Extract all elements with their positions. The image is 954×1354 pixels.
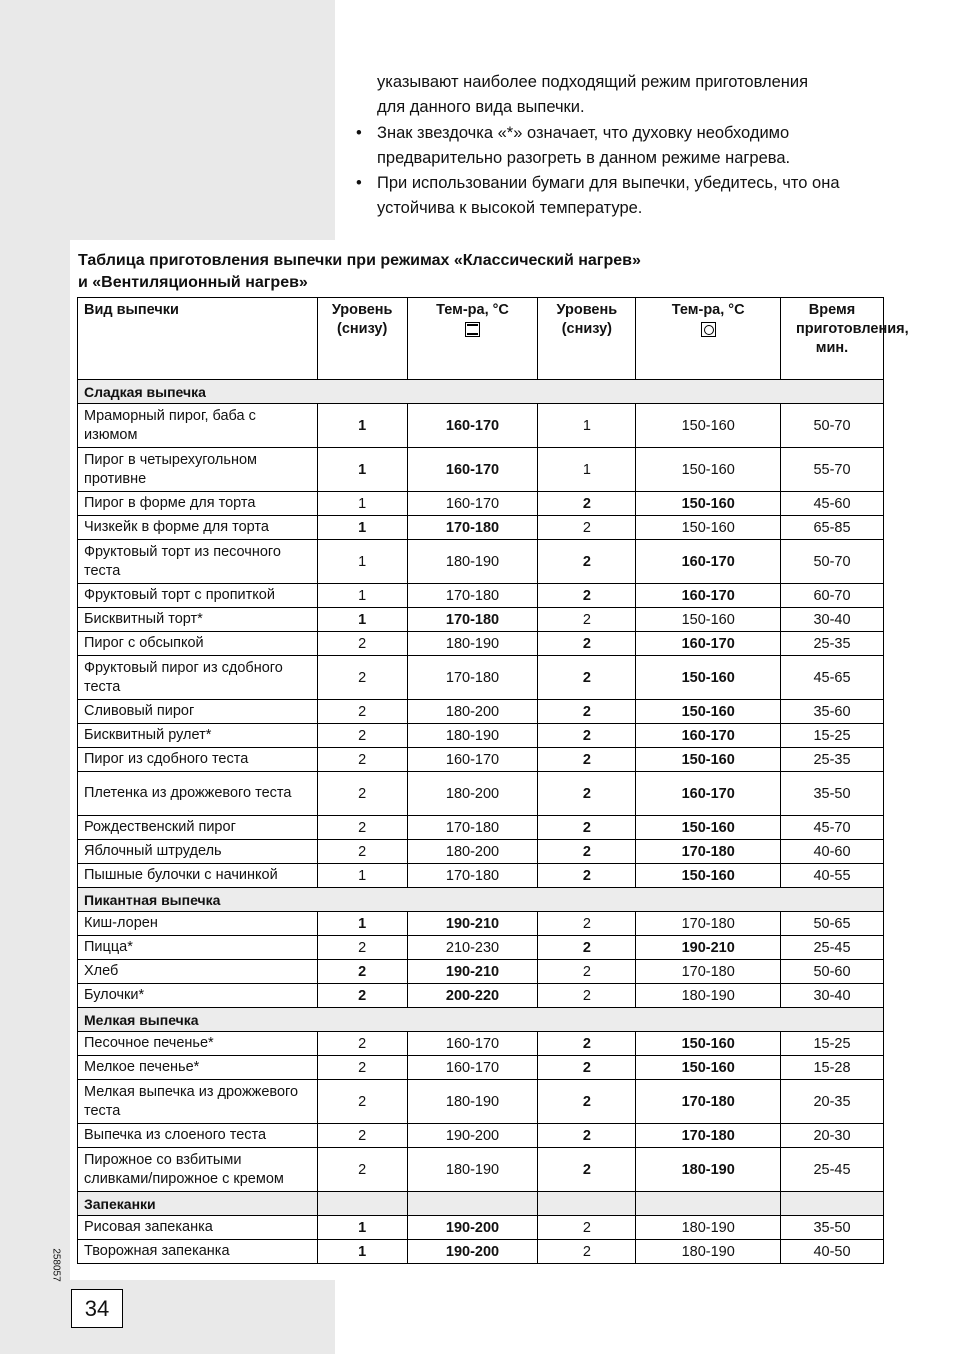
table-row bbox=[78, 1240, 884, 1264]
cell-type: Мраморный пирог, баба с изюмом bbox=[78, 404, 318, 448]
cell-temp-fan: 150-160 bbox=[636, 448, 781, 492]
table-row bbox=[78, 632, 884, 656]
section-row-savory bbox=[78, 888, 884, 912]
cell-level-classic: 2 bbox=[317, 748, 407, 772]
cell-type: Пирожное со взбитыми сливками/пирожное с кремом bbox=[78, 1148, 318, 1192]
section-row-small bbox=[78, 1008, 884, 1032]
cell-type: Рождественский пирог bbox=[78, 816, 318, 840]
cell-temp-fan: 150-160 bbox=[636, 404, 781, 448]
table-row bbox=[78, 1124, 884, 1148]
table-row bbox=[78, 960, 884, 984]
section-title: Пикантная выпечка bbox=[78, 888, 884, 912]
cell-temp-classic: 180-190 bbox=[407, 632, 538, 656]
cell-time: 35-50 bbox=[781, 1216, 884, 1240]
cell-time: 50-70 bbox=[781, 540, 884, 584]
cell-level-classic: 1 bbox=[317, 912, 407, 936]
cell-temp-classic: 190-200 bbox=[407, 1124, 538, 1148]
cell-type: Фруктовый торт с пропиткой bbox=[78, 584, 318, 608]
cell-type: Фруктовый торт из песочного теста bbox=[78, 540, 318, 584]
cell-temp-fan: 150-160 bbox=[636, 492, 781, 516]
cell-type: Бисквитный рулет* bbox=[78, 724, 318, 748]
cell-temp-fan: 150-160 bbox=[636, 656, 781, 700]
cell-temp-classic: 190-200 bbox=[407, 1240, 538, 1264]
cell-type: Сливовый пирог bbox=[78, 700, 318, 724]
table-title bbox=[78, 250, 641, 294]
cell-time: 40-55 bbox=[781, 864, 884, 888]
cell-temp-fan: 150-160 bbox=[636, 864, 781, 888]
cell-level-classic: 1 bbox=[317, 584, 407, 608]
cell-type: Фруктовый пирог из сдобного теста bbox=[78, 656, 318, 700]
header-time: Время приготовления, мин. bbox=[781, 298, 884, 380]
cell-temp-classic: 160-170 bbox=[407, 448, 538, 492]
cell-level-classic: 1 bbox=[317, 540, 407, 584]
cell-level-classic: 1 bbox=[317, 1240, 407, 1264]
table-row bbox=[78, 864, 884, 888]
cell-level-fan: 2 bbox=[538, 1240, 636, 1264]
cell-time: 45-60 bbox=[781, 492, 884, 516]
table-row bbox=[78, 492, 884, 516]
cell-temp-fan: 160-170 bbox=[636, 772, 781, 816]
cell-type: Песочное печенье* bbox=[78, 1032, 318, 1056]
cell-level-classic: 2 bbox=[317, 816, 407, 840]
section-empty-cell bbox=[538, 1192, 636, 1216]
cell-temp-classic: 180-200 bbox=[407, 840, 538, 864]
cell-temp-classic: 180-190 bbox=[407, 540, 538, 584]
cell-temp-classic: 160-170 bbox=[407, 404, 538, 448]
cell-level-fan: 2 bbox=[538, 1080, 636, 1124]
cell-temp-classic: 180-190 bbox=[407, 724, 538, 748]
cell-level-fan: 2 bbox=[538, 656, 636, 700]
cell-time: 45-70 bbox=[781, 816, 884, 840]
cell-temp-classic: 170-180 bbox=[407, 864, 538, 888]
cell-temp-fan: 170-180 bbox=[636, 1124, 781, 1148]
cell-level-fan: 2 bbox=[538, 984, 636, 1008]
table-row bbox=[78, 404, 884, 448]
cell-time: 50-65 bbox=[781, 912, 884, 936]
cell-type: Пирог в форме для торта bbox=[78, 492, 318, 516]
section-row-casseroles bbox=[78, 1192, 884, 1216]
section-title: Сладкая выпечка bbox=[78, 380, 884, 404]
cell-level-fan: 2 bbox=[538, 1124, 636, 1148]
table-row bbox=[78, 516, 884, 540]
section-title: Мелкая выпечка bbox=[78, 1008, 884, 1032]
cell-time: 20-35 bbox=[781, 1080, 884, 1124]
section-empty-cell bbox=[317, 1192, 407, 1216]
cell-type: Пирог в четырехугольном противне bbox=[78, 448, 318, 492]
cell-type: Бисквитный торт* bbox=[78, 608, 318, 632]
cell-level-classic: 2 bbox=[317, 840, 407, 864]
cell-temp-classic: 170-180 bbox=[407, 816, 538, 840]
table-row bbox=[78, 608, 884, 632]
cell-level-classic: 1 bbox=[317, 608, 407, 632]
section-empty-cell bbox=[407, 1192, 538, 1216]
cell-level-fan: 2 bbox=[538, 1056, 636, 1080]
cell-time: 15-28 bbox=[781, 1056, 884, 1080]
cell-time: 40-60 bbox=[781, 840, 884, 864]
table-row bbox=[78, 748, 884, 772]
cell-level-classic: 2 bbox=[317, 656, 407, 700]
cell-time: 35-60 bbox=[781, 700, 884, 724]
conventional-heat-icon bbox=[465, 322, 480, 337]
page-number: 34 bbox=[71, 1289, 123, 1328]
cell-temp-fan: 160-170 bbox=[636, 724, 781, 748]
cell-level-classic: 2 bbox=[317, 1148, 407, 1192]
cell-temp-classic: 160-170 bbox=[407, 1032, 538, 1056]
cell-type: Мелкая выпечка из дрожжевого теста bbox=[78, 1080, 318, 1124]
cell-time: 25-45 bbox=[781, 1148, 884, 1192]
cell-level-fan: 2 bbox=[538, 492, 636, 516]
cell-type: Чизкейк в форме для торта bbox=[78, 516, 318, 540]
table-row bbox=[78, 1056, 884, 1080]
cell-level-fan: 2 bbox=[538, 540, 636, 584]
table-row bbox=[78, 448, 884, 492]
intro-line-2: для данного вида выпечки. bbox=[377, 98, 585, 117]
cell-level-fan: 2 bbox=[538, 584, 636, 608]
cell-level-fan: 2 bbox=[538, 912, 636, 936]
table-row bbox=[78, 1080, 884, 1124]
bullet-paper: • При использовании бумаги для выпечки, убедитесь, что она устойчива к высокой температуре. bbox=[356, 174, 840, 218]
cell-time: 55-70 bbox=[781, 448, 884, 492]
cell-temp-classic: 160-170 bbox=[407, 492, 538, 516]
cell-level-fan: 2 bbox=[538, 936, 636, 960]
table-row bbox=[78, 984, 884, 1008]
cell-type: Плетенка из дрожжевого теста bbox=[78, 772, 318, 816]
cell-temp-classic: 170-180 bbox=[407, 516, 538, 540]
cell-type: Яблочный штрудель bbox=[78, 840, 318, 864]
cell-level-fan: 2 bbox=[538, 1148, 636, 1192]
cell-type: Киш-лорен bbox=[78, 912, 318, 936]
header-temp-classic: Тем-ра, °C bbox=[407, 298, 538, 380]
cell-time: 45-65 bbox=[781, 656, 884, 700]
cell-level-classic: 1 bbox=[317, 1216, 407, 1240]
table-row bbox=[78, 724, 884, 748]
cell-level-classic: 2 bbox=[317, 700, 407, 724]
cell-temp-classic: 170-180 bbox=[407, 656, 538, 700]
cell-time: 15-25 bbox=[781, 1032, 884, 1056]
cell-time: 25-45 bbox=[781, 936, 884, 960]
cell-type: Пицца* bbox=[78, 936, 318, 960]
cell-level-fan: 2 bbox=[538, 1216, 636, 1240]
cell-time: 35-50 bbox=[781, 772, 884, 816]
cell-level-fan: 2 bbox=[538, 816, 636, 840]
bullet-text: Знак звездочка «*» означает, что духовку необходимо предварительно разогреть в данном режиме нагрева. bbox=[377, 123, 791, 167]
cell-temp-classic: 180-190 bbox=[407, 1080, 538, 1124]
cell-type: Пирог из сдобного теста bbox=[78, 748, 318, 772]
table-row bbox=[78, 656, 884, 700]
cell-level-fan: 2 bbox=[538, 1032, 636, 1056]
cell-time: 65-85 bbox=[781, 516, 884, 540]
table-row bbox=[78, 816, 884, 840]
cell-temp-fan: 180-190 bbox=[636, 984, 781, 1008]
cell-temp-classic: 180-190 bbox=[407, 1148, 538, 1192]
cell-level-classic: 2 bbox=[317, 724, 407, 748]
cell-type: Творожная запеканка bbox=[78, 1240, 318, 1264]
document-code: 258057 bbox=[50, 1248, 62, 1282]
cell-temp-fan: 160-170 bbox=[636, 584, 781, 608]
cell-temp-classic: 180-200 bbox=[407, 700, 538, 724]
cell-type: Мелкое печенье* bbox=[78, 1056, 318, 1080]
cell-temp-fan: 170-180 bbox=[636, 840, 781, 864]
cell-temp-fan: 150-160 bbox=[636, 748, 781, 772]
table-row bbox=[78, 584, 884, 608]
cell-temp-classic: 190-210 bbox=[407, 960, 538, 984]
fan-heat-icon bbox=[701, 322, 716, 337]
cell-level-fan: 2 bbox=[538, 516, 636, 540]
cell-temp-fan: 190-210 bbox=[636, 936, 781, 960]
bullet-text: При использовании бумаги для выпечки, убедитесь, что она устойчива к высокой температуре. bbox=[377, 174, 840, 218]
section-title: Запеканки bbox=[78, 1192, 318, 1216]
cell-level-classic: 2 bbox=[317, 1124, 407, 1148]
cell-level-classic: 1 bbox=[317, 448, 407, 492]
cell-level-classic: 1 bbox=[317, 516, 407, 540]
cell-temp-classic: 180-200 bbox=[407, 772, 538, 816]
cell-temp-fan: 150-160 bbox=[636, 1032, 781, 1056]
cell-type: Хлеб bbox=[78, 960, 318, 984]
cell-level-fan: 2 bbox=[538, 772, 636, 816]
cell-time: 15-25 bbox=[781, 724, 884, 748]
table-row bbox=[78, 772, 884, 816]
section-row-sweet bbox=[78, 380, 884, 404]
header-level-fan: Уровень (снизу) bbox=[538, 298, 636, 380]
cell-time: 60-70 bbox=[781, 584, 884, 608]
cell-level-fan: 2 bbox=[538, 960, 636, 984]
cell-time: 50-70 bbox=[781, 404, 884, 448]
cell-temp-fan: 180-190 bbox=[636, 1216, 781, 1240]
table-row bbox=[78, 912, 884, 936]
cell-level-fan: 2 bbox=[538, 840, 636, 864]
cell-temp-classic: 160-170 bbox=[407, 1056, 538, 1080]
intro-line-1: указывают наиболее подходящий режим приготовления bbox=[377, 73, 809, 91]
table-row bbox=[78, 1148, 884, 1192]
cell-type: Булочки* bbox=[78, 984, 318, 1008]
cell-level-fan: 2 bbox=[538, 632, 636, 656]
cell-level-classic: 1 bbox=[317, 492, 407, 516]
table-row bbox=[78, 700, 884, 724]
cell-temp-fan: 180-190 bbox=[636, 1240, 781, 1264]
cell-type: Выпечка из слоеного теста bbox=[78, 1124, 318, 1148]
cell-temp-fan: 170-180 bbox=[636, 960, 781, 984]
header-level-classic: Уровень (снизу) bbox=[317, 298, 407, 380]
section-empty-cell bbox=[636, 1192, 781, 1216]
cell-temp-fan: 170-180 bbox=[636, 912, 781, 936]
header-type: Вид выпечки bbox=[78, 298, 318, 380]
cell-level-classic: 2 bbox=[317, 632, 407, 656]
cell-time: 25-35 bbox=[781, 748, 884, 772]
table-row bbox=[78, 540, 884, 584]
cell-level-classic: 2 bbox=[317, 960, 407, 984]
cell-level-classic: 2 bbox=[317, 936, 407, 960]
cell-temp-fan: 180-190 bbox=[636, 1148, 781, 1192]
cell-level-classic: 1 bbox=[317, 864, 407, 888]
cell-level-classic: 2 bbox=[317, 1080, 407, 1124]
cell-temp-classic: 210-230 bbox=[407, 936, 538, 960]
cell-level-classic: 1 bbox=[317, 404, 407, 448]
cell-temp-fan: 150-160 bbox=[636, 700, 781, 724]
cell-level-fan: 1 bbox=[538, 448, 636, 492]
cell-temp-classic: 170-180 bbox=[407, 608, 538, 632]
table-row bbox=[78, 936, 884, 960]
cell-level-classic: 2 bbox=[317, 1032, 407, 1056]
cell-level-fan: 2 bbox=[538, 608, 636, 632]
cell-temp-fan: 150-160 bbox=[636, 816, 781, 840]
cell-time: 20-30 bbox=[781, 1124, 884, 1148]
cell-time: 30-40 bbox=[781, 984, 884, 1008]
cell-temp-fan: 170-180 bbox=[636, 1080, 781, 1124]
cell-type: Пирог с обсыпкой bbox=[78, 632, 318, 656]
cell-temp-fan: 160-170 bbox=[636, 540, 781, 584]
cell-level-classic: 2 bbox=[317, 1056, 407, 1080]
section-empty-cell bbox=[781, 1192, 884, 1216]
cell-temp-fan: 160-170 bbox=[636, 632, 781, 656]
table-row bbox=[78, 1216, 884, 1240]
cell-time: 40-50 bbox=[781, 1240, 884, 1264]
cell-time: 30-40 bbox=[781, 608, 884, 632]
cell-temp-classic: 190-210 bbox=[407, 912, 538, 936]
cell-time: 25-35 bbox=[781, 632, 884, 656]
cell-temp-classic: 170-180 bbox=[407, 584, 538, 608]
cell-time: 50-60 bbox=[781, 960, 884, 984]
cell-temp-classic: 200-220 bbox=[407, 984, 538, 1008]
cell-level-classic: 2 bbox=[317, 984, 407, 1008]
cell-level-fan: 1 bbox=[538, 404, 636, 448]
table-row bbox=[78, 840, 884, 864]
cell-level-fan: 2 bbox=[538, 724, 636, 748]
table-title-line-2: и «Вентиляционный нагрев» bbox=[78, 274, 308, 291]
table-title-line-1: Таблица приготовления выпечки при режимах «Классический нагрев» bbox=[78, 252, 641, 269]
cell-temp-fan: 150-160 bbox=[636, 516, 781, 540]
cell-level-fan: 2 bbox=[538, 864, 636, 888]
baking-table bbox=[77, 297, 909, 1264]
bullet-asterisk: • Знак звездочка «*» означает, что духовку необходимо предварительно разогреть в данном режиме нагрева. bbox=[356, 123, 791, 167]
cell-temp-fan: 150-160 bbox=[636, 1056, 781, 1080]
header-temp-fan: Тем-ра, °C bbox=[636, 298, 781, 380]
cell-temp-classic: 190-200 bbox=[407, 1216, 538, 1240]
cell-temp-classic: 160-170 bbox=[407, 748, 538, 772]
cell-level-fan: 2 bbox=[538, 700, 636, 724]
cell-type: Пышные булочки с начинкой bbox=[78, 864, 318, 888]
table-row bbox=[78, 1032, 884, 1056]
intro-text bbox=[356, 70, 876, 222]
cell-level-fan: 2 bbox=[538, 748, 636, 772]
cell-temp-fan: 150-160 bbox=[636, 608, 781, 632]
cell-type: Рисовая запеканка bbox=[78, 1216, 318, 1240]
cell-level-classic: 2 bbox=[317, 772, 407, 816]
